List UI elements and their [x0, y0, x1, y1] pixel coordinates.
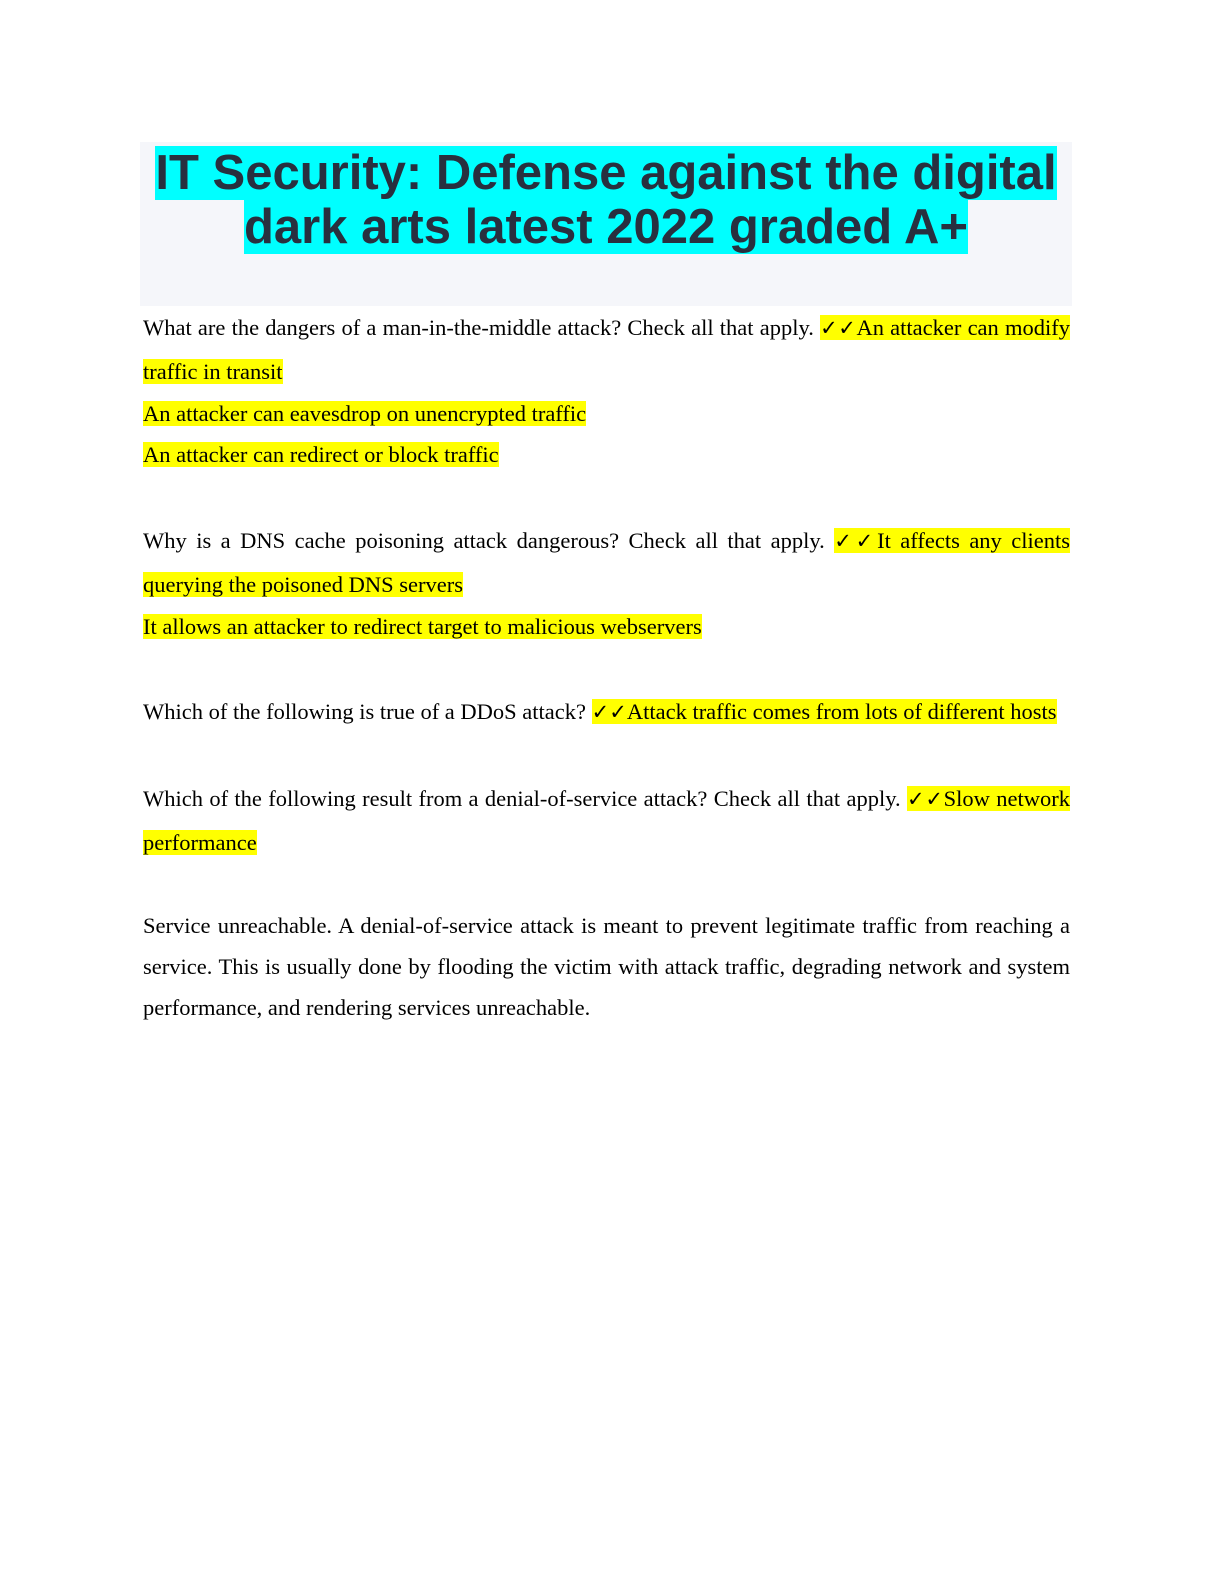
answer-text: It affects any clients querying the poisoned DNS servers [143, 528, 1070, 597]
answer-text: It allows an attacker to redirect target to malicious webservers [143, 614, 702, 639]
question-block [143, 690, 1070, 734]
double-check-icon: ✓✓ [907, 787, 944, 811]
title-line-2: dark arts latest 2022 graded A+ [243, 200, 969, 254]
spacer [143, 734, 1070, 777]
answer-line [143, 606, 1070, 647]
explanation-text: Service unreachable. A denial-of-service attack is meant to prevent legitimate traffic from reaching a service. This is usually done by flooding the victim with attack traffic, degrading network and system performance, and rendering services unreachable. [143, 913, 1070, 1020]
answer-text: An attacker can redirect or block traffic [143, 442, 499, 467]
title-line-1: IT Security: Defense against the digital [155, 146, 1057, 200]
question-text [143, 690, 1070, 734]
explanation-block [143, 905, 1070, 1028]
answer-line [143, 393, 1070, 434]
question-prompt: What are the dangers of a man-in-the-middle attack? Check all that apply. [143, 315, 814, 340]
question-text [143, 777, 1070, 865]
question-block [143, 306, 1070, 475]
question-prompt: Why is a DNS cache poisoning attack dangerous? Check all that apply. [143, 528, 825, 553]
answer-line [143, 434, 1070, 475]
answer-highlight [592, 699, 1057, 724]
double-check-icon: ✓✓ [820, 316, 857, 340]
answer-text: An attacker can modify traffic in transit [143, 315, 1070, 384]
spacer [143, 475, 1070, 519]
answer-text: Slow network performance [143, 786, 1071, 855]
question-prompt: Which of the following is true of a DDoS attack? [143, 699, 587, 724]
double-check-icon: ✓✓ [591, 700, 627, 724]
answer-text: Attack traffic comes from lots of different hosts [626, 699, 1057, 724]
answer-text: An attacker can eavesdrop on unencrypted traffic [143, 401, 587, 426]
question-text [143, 519, 1070, 606]
question-block [143, 777, 1070, 865]
question-list [143, 306, 1070, 1028]
spacer [143, 647, 1070, 690]
spacer [143, 865, 1070, 905]
question-block [143, 519, 1070, 647]
question-prompt: Which of the following result from a denial-of-service attack? Check all that apply. [143, 786, 901, 811]
question-text [143, 306, 1070, 393]
double-check-icon: ✓✓ [834, 529, 878, 553]
title-banner [140, 142, 1072, 306]
page-title [140, 142, 1072, 254]
